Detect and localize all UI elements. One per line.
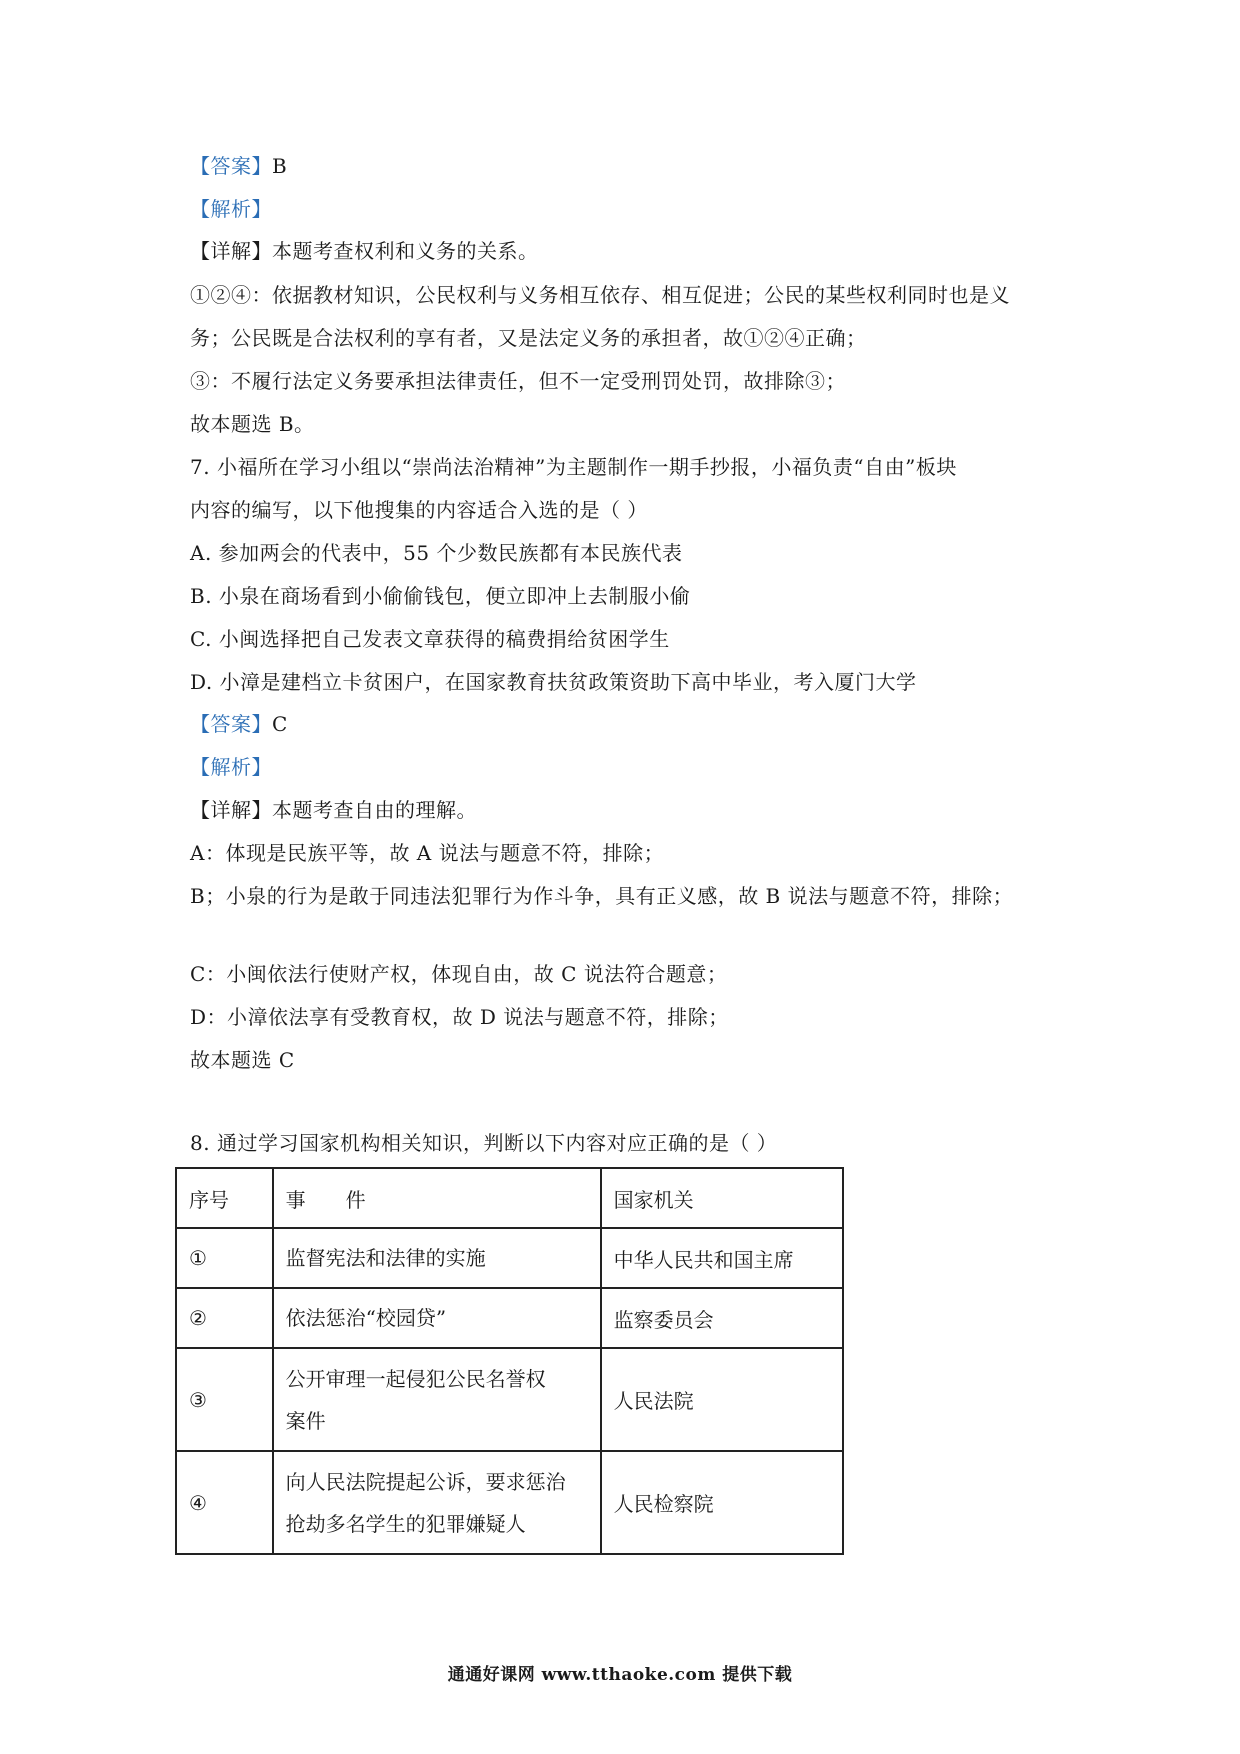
q7-answer-line xyxy=(190,708,288,737)
event-text: 监督宪法和法律的实施 xyxy=(285,1246,486,1270)
q6-analysis-line: 务；公民既是合法权利的享有者，又是法定义务的承担者，故①②④正确； xyxy=(190,326,867,350)
q7-option-c: C. 小闽选择把自己发表文章获得的稿费捐给贫困学生 xyxy=(190,627,670,651)
q7-option-a: A. 参加两会的代表中，55 个少数民族都有本民族代表 xyxy=(190,541,683,565)
row-number: ② xyxy=(176,1288,273,1348)
row-number: ③ xyxy=(176,1348,273,1451)
table-row xyxy=(176,1348,843,1451)
table-header-cell: 事 件 xyxy=(273,1168,601,1228)
table-header-row xyxy=(176,1168,843,1228)
q7-analysis-line: A：体现是民族平等，故 A 说法与题意不符，排除； xyxy=(190,841,665,865)
q6-analysis-line: ③：不履行法定义务要承担法律责任，但不一定受刑罚处罚，故排除③； xyxy=(190,369,846,393)
q6-detail-line xyxy=(190,235,539,264)
event-text: 依法惩治“校园贷” xyxy=(285,1306,447,1330)
event-text: 抢劫多名学生的犯罪嫌疑人 xyxy=(285,1511,526,1536)
row-number: ④ xyxy=(176,1451,273,1554)
q7-analysis-line: D：小漳依法享有受教育权，故 D 说法与题意不符，排除； xyxy=(190,1005,729,1029)
event-text: 公开审理一起侵犯公民名誉权 xyxy=(285,1366,546,1391)
state-organs-table xyxy=(175,1167,844,1555)
q7-option-b: B. 小泉在商场看到小偷偷钱包，便立即冲上去制服小偷 xyxy=(190,584,691,608)
organ-cell: 人民检察院 xyxy=(601,1451,843,1554)
event-cell xyxy=(273,1451,601,1554)
detail-text: 本题考查权利和义务的关系。 xyxy=(272,239,539,263)
q7-conclusion: 故本题选 C xyxy=(190,1048,295,1072)
answer-tag: 【答案】 xyxy=(190,154,272,178)
q6-answer-line xyxy=(190,150,287,179)
q7-stem-line: 7. 小福所在学习小组以“崇尚法治精神”为主题制作一期手抄报，小福负责“自由”板块 xyxy=(190,455,957,479)
q7-analysis-line: B；小泉的行为是敢于同违法犯罪行为作斗争，具有正义感，故 B 说法与题意不符，排除； xyxy=(190,884,1014,908)
q6-conclusion: 故本题选 B。 xyxy=(190,412,315,436)
organ-cell: 人民法院 xyxy=(601,1348,843,1451)
q8-stem: 8. 通过学习国家机构相关知识，判断以下内容对应正确的是（ ） xyxy=(190,1131,778,1155)
row-number: ① xyxy=(176,1228,273,1288)
page-footer: 通通好课网 www.tthaoke.com 提供下载 xyxy=(447,1665,793,1685)
organ-cell: 监察委员会 xyxy=(601,1288,843,1348)
event-cell xyxy=(273,1228,601,1288)
detail-text: 本题考查自由的理解。 xyxy=(272,798,477,822)
q7-detail-line xyxy=(190,794,477,823)
answer-tag: 【答案】 xyxy=(190,712,272,736)
event-cell xyxy=(273,1288,601,1348)
answer-value: C xyxy=(272,712,288,736)
table-header-cell: 国家机关 xyxy=(601,1168,843,1228)
answer-value: B xyxy=(272,154,288,178)
table-header-cell: 序号 xyxy=(176,1168,273,1228)
q7-stem-line: 内容的编写，以下他搜集的内容适合入选的是（ ） xyxy=(190,498,648,522)
q6-analysis-line: ①②④：依据教材知识，公民权利与义务相互依存、相互促进；公民的某些权利同时也是义 xyxy=(190,283,1010,307)
event-text: 向人民法院提起公诉，要求惩治 xyxy=(285,1469,566,1494)
q7-option-d: D. 小漳是建档立卡贫困户，在国家教育扶贫政策资助下高中毕业，考入厦门大学 xyxy=(190,670,917,694)
event-text: 案件 xyxy=(285,1408,326,1433)
detail-tag: 【详解】 xyxy=(190,798,272,822)
organ-cell: 中华人民共和国主席 xyxy=(601,1228,843,1288)
q7-analysis-tag: 【解析】 xyxy=(190,755,272,779)
q6-analysis-tag: 【解析】 xyxy=(190,197,272,221)
event-cell xyxy=(273,1348,601,1451)
detail-tag: 【详解】 xyxy=(190,239,272,263)
table-row xyxy=(176,1228,843,1288)
q7-analysis-line: C：小闽依法行使财产权，体现自由，故 C 说法符合题意； xyxy=(190,962,728,986)
table-row xyxy=(176,1451,843,1554)
table-row xyxy=(176,1288,843,1348)
